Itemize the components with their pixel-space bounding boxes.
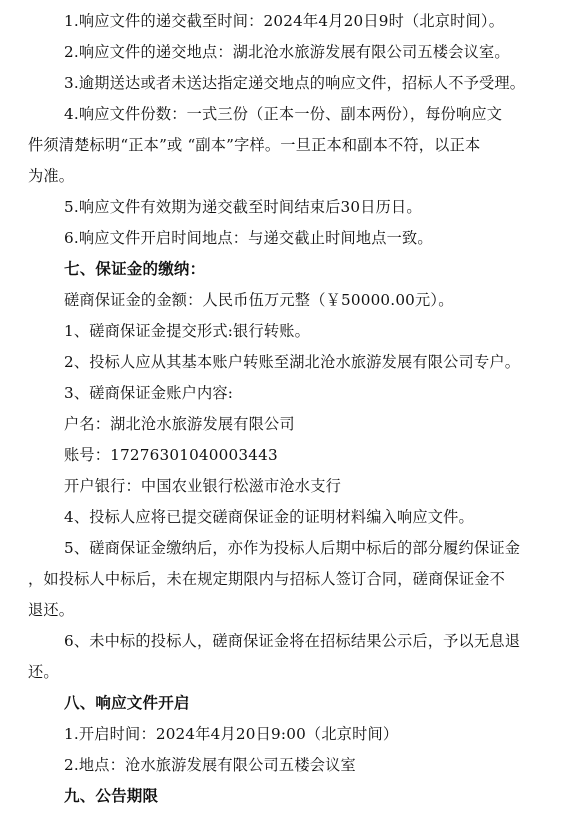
deposit-item-4: 4、投标人应将已提交磋商保证金的证明材料编入响应文件。: [64, 508, 474, 526]
account-name: 户名：湖北沧水旅游发展有限公司: [64, 415, 295, 433]
late-submission-item: 3.逾期送达或者未送达指定递交地点的响应文件，招标人不予受理。: [64, 74, 526, 92]
copies-item-line-1: 4.响应文件份数：一式三份（正本一份、副本两份），每份响应文: [64, 105, 503, 123]
opening-place-item: 6.响应文件开启时间地点：与递交截止时间地点一致。: [64, 229, 433, 247]
deposit-amount: 磋商保证金的金额：人民币伍万元整（￥50000.00元）。: [64, 291, 454, 309]
deposit-item-3: 3、磋商保证金账户内容:: [64, 384, 234, 402]
deposit-item-6-line-1: 6、未中标的投标人，磋商保证金将在招标结果公示后，予以无息退: [64, 632, 521, 650]
submission-place-item: 2.响应文件的递交地点：湖北沧水旅游发展有限公司五楼会议室。: [64, 43, 510, 61]
submission-deadline-item: 1.响应文件的递交截至时间：2024年4月20日9时（北京时间）。: [64, 12, 505, 30]
deposit-item-5-line-1: 5、磋商保证金缴纳后，亦作为投标人后期中标后的部分履约保证金: [64, 539, 521, 557]
copies-item-line-3: 为准。: [28, 167, 75, 185]
validity-item: 5.响应文件有效期为递交截至时间结束后30日历日。: [64, 198, 422, 216]
copies-item-line-2: 件须清楚标明“正本”或 “副本”字样。一旦正本和副本不符，以正本: [28, 136, 481, 154]
opening-place: 2.地点：沧水旅游发展有限公司五楼会议室: [64, 756, 356, 774]
deposit-item-1: 1、磋商保证金提交形式:银行转账。: [64, 322, 310, 340]
bank-name: 开户银行：中国农业银行松滋市沧水支行: [64, 477, 341, 495]
account-number: 账号：17276301040003443: [64, 446, 278, 464]
deposit-item-2: 2、投标人应从其基本账户转账至湖北沧水旅游发展有限公司专户。: [64, 353, 521, 371]
section-9-heading: 九、公告期限: [64, 787, 159, 805]
deposit-item-5-line-2: ，如投标人中标后，未在规定期限内与招标人签订合同，磋商保证金不: [28, 570, 506, 588]
section-7-heading: 七、保证金的缴纳：: [64, 260, 206, 278]
opening-time: 1.开启时间：2024年4月20日9:00（北京时间）: [64, 725, 399, 743]
section-8-heading: 八、响应文件开启: [64, 694, 190, 712]
deposit-item-5-line-3: 退还。: [28, 601, 75, 619]
deposit-item-6-line-2: 还。: [28, 663, 59, 681]
